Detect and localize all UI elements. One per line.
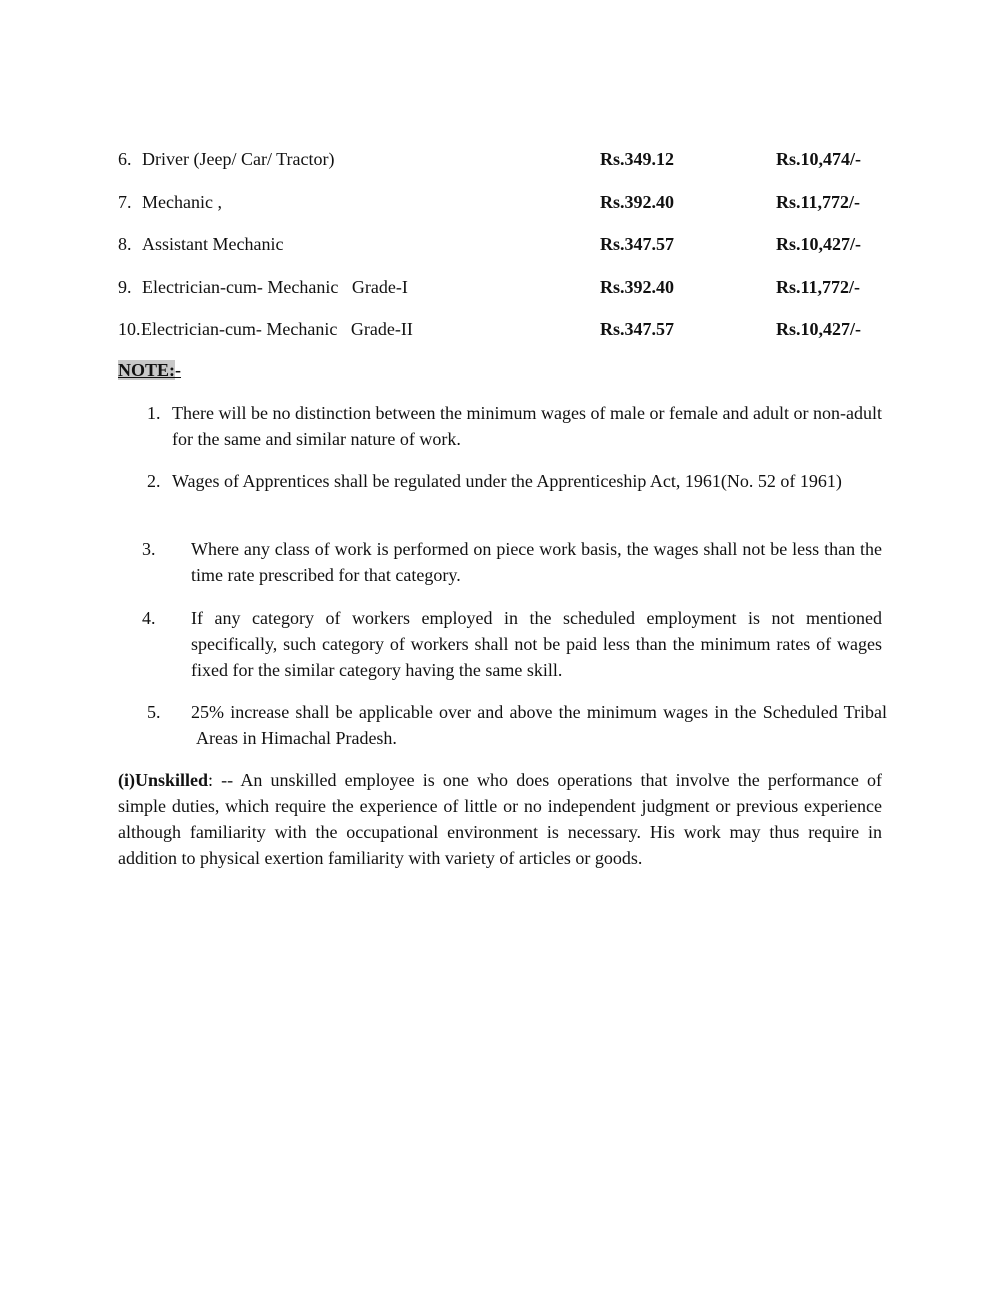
note-item-1 (147, 400, 882, 452)
job-title: Electrician-cum- Mechanic Grade-I (142, 277, 408, 297)
note-item-number: 5. (147, 702, 161, 722)
note-item-text: There will be no distinction between the minimum wages of male or female and adult or non-adult for the same and similar nature of work. (172, 403, 882, 449)
job-title: Electrician-cum- Mechanic Grade-II (141, 319, 413, 339)
wage-row-mechanic (118, 189, 888, 215)
wage-row-electrician-grade-2 (118, 316, 888, 342)
note-item-text: 25% increase shall be applicable over and above the minimum wages in the Scheduled Tribal Areas in Himachal Pradesh. (191, 702, 887, 748)
daily-wage: Rs.349.12 (600, 149, 675, 169)
note-item-4 (142, 605, 882, 683)
monthly-wage: Rs.10,427/- (776, 319, 861, 339)
row-number: 7. (118, 192, 132, 212)
note-item-text: Where any class of work is performed on piece work basis, the wages shall not be less than the time rate prescribed for that category. (191, 539, 882, 585)
job-title: Driver (Jeep/ Car/ Tractor) (142, 149, 335, 169)
note-item-number: 3. (142, 539, 156, 559)
note-item-text: If any category of workers employed in the scheduled employment is not mentioned specifically, such category of workers shall not be paid less than the minimum rates of wages fixed for the similar category having the same skill. (191, 608, 882, 680)
note-item-number: 2. (147, 471, 161, 491)
monthly-wage: Rs.10,427/- (776, 234, 861, 254)
wage-row-assistant-mechanic (118, 231, 888, 257)
daily-wage: Rs.347.57 (600, 234, 675, 254)
note-item-3 (142, 536, 882, 588)
note-item-5 (147, 699, 887, 751)
row-number: 9. (118, 277, 132, 297)
note-item-number: 4. (142, 608, 156, 628)
unskilled-definition (118, 767, 882, 871)
note-heading-highlight: NOTE: (118, 360, 176, 380)
job-title: Assistant Mechanic (142, 234, 284, 254)
daily-wage: Rs.392.40 (600, 277, 675, 297)
unskilled-text: : -- An unskilled employee is one who does operations that involve the performance of simple duties, which require the experience of little or no independent judgment or previous experience although familiarity with the occupational environment is necessary. His work may thus require in addition to physical exertion familiarity with variety of articles or goods. (118, 770, 882, 868)
note-item-text: Wages of Apprentices shall be regulated under the Apprenticeship Act, 1961(No. 52 of 1961) (172, 471, 842, 491)
job-title: Mechanic , (142, 192, 222, 212)
note-item-number: 1. (147, 403, 161, 423)
note-heading (118, 357, 181, 383)
monthly-wage: Rs.10,474/- (776, 149, 861, 169)
row-number: 8. (118, 234, 132, 254)
note-item-2 (147, 468, 882, 520)
note-heading-dash: - (175, 360, 182, 380)
row-number: 10. (118, 319, 141, 339)
wage-row-driver (118, 146, 888, 172)
monthly-wage: Rs.11,772/- (776, 277, 861, 297)
monthly-wage: Rs.11,772/- (776, 192, 861, 212)
wage-row-electrician-grade-1 (118, 274, 888, 300)
daily-wage: Rs.392.40 (600, 192, 675, 212)
unskilled-label: (i)Unskilled (118, 770, 209, 790)
daily-wage: Rs.347.57 (600, 319, 675, 339)
row-number: 6. (118, 149, 132, 169)
